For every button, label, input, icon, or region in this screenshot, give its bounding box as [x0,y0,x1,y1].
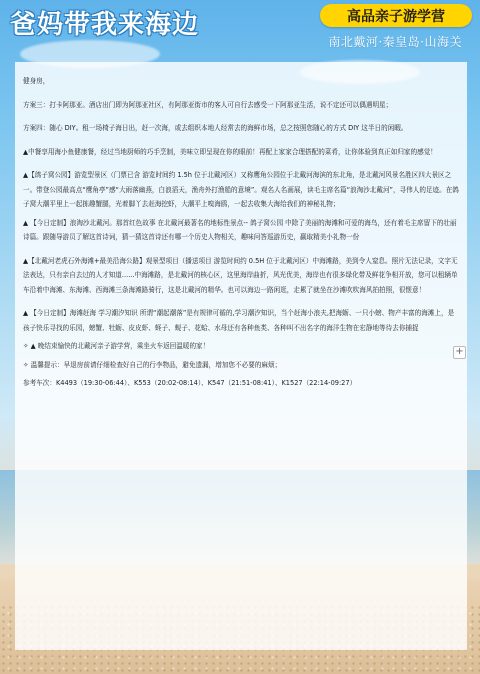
pigeon-nest-park-text: ▲【鸽子窝公园】游览型景区（门票已含 游览时间约 1.5h 位于北戴河区）又称鹰角公园位于北戴河海滨的东北角，是北戴河风景名胜区四大景区之一。带登公园最高点“鹰角亭”感“大雨落幽燕，白浪滔天，渔舟外打渔船的意境”。观名人名画展，读毛主席名篇“浪淘沙北戴河”，寻伟人的足迹。在鸽子窝大潮平里上一起拣趣蟹腿，光着脚丫去赶海挖虾，大潮平上嗅海鸥，一起去收集大海给我们的神秘礼物； [23,171,459,208]
plan-four-text: 方案四：随心 DIY。租一场椅子海日出，赶一次海，或去组织本地人经常去的海鲜市场，总之按照您随心的方式 DIY 这半日的闲暇。 [23,124,408,132]
lunch-text: ▲中餐享用海小鱼健康餐，经过当地厨师的巧手烹制，美味立即呈现在你的眼前！再配上家家合理搭配的菜肴，让你体验到真正如归家的感觉！ [23,147,437,156]
itinerary-card [15,62,467,650]
route-subtitle: 南北戴河·秦皇岛·山海关 [328,35,462,49]
plan-three-text: 方案三：打卡阿那亚。酒店出门即为阿那亚社区，有阿那亚街市的客人可自行去感受一下阿那亚生活，说不定还可以偶遇明星； [23,100,393,109]
expand-handle[interactable]: + [453,346,466,359]
greeting-text: 健身房， [23,77,50,85]
train-list-text: 参考车次：K4493（19:30-06:44）、K553（20:02-08:14）、K547（21:51-08:41）、K1527（22:14-09:27） [23,379,357,387]
tiger-rock-beach-text: ▲【北戴河老虎石外海滩+最美沿海公路】观景型项目（播送项目 游览时间约 0.5H 位于北戴河区）中海滩路，美到令人窒息。照片无法记录，文字无法表达，只有亲自去过的人才知道......中海滩路，是北戴河的核心区，这里海岸曲折，风光优美，海岸也有很多绿化带及鲜花争相开放，您可以租辆单车沿着中海滩、东海滩、西海滩三条海滩路骑行，这是北戴河的精华。也可以海边一路闲逛，走累了就坐在沙滩吹吹海风拍拍照，很惬意！ [23,256,458,294]
return-home-text: ✧ ▲ 晚结束愉快的北戴河亲子游学营，乘坐火车返回温暖的家！ [23,342,210,350]
warm-tip-text: ✧ 温馨提示：早退房前请仔细检查好自己的行李物品，避免遗漏，增加您不必要的麻烦； [23,360,282,369]
page-title: 爸妈带我来海边 [10,10,200,40]
camp-badge: 高品亲子游学营 [320,4,472,27]
custom-poem-text: ▲ 【今日定制】浪淘沙北戴河。那首红色故事 在北戴河最著名的地标性景点-- 鸽子窝公园 中除了美丽的海滩和可爱的海鸟，还有着毛主席留下的壮丽诗篇。跟随导游员了解这首诗词，猜一猜这首诗还有哪一个历史人物相关，趣味问答巡游历史，赢取精美小礼物一份 [23,218,457,241]
tide-learning-text: ▲ 【今日定制】海滩赶海 学习潮汐知识 所谓“潮起潮落”是有规律可循的,学习潮汐知识，当个赶海小浪夫,把海蛎、一只小螃、物产丰富的海滩上，是孩子快乐寻找的乐园，螃蟹、牡蛎、皮皮虾、蛏子、蚬子、花蛤、水母还有各种鱼类、各种叫不出名字的海洋生物在宏静地等待去你捕捉 [23,309,455,332]
